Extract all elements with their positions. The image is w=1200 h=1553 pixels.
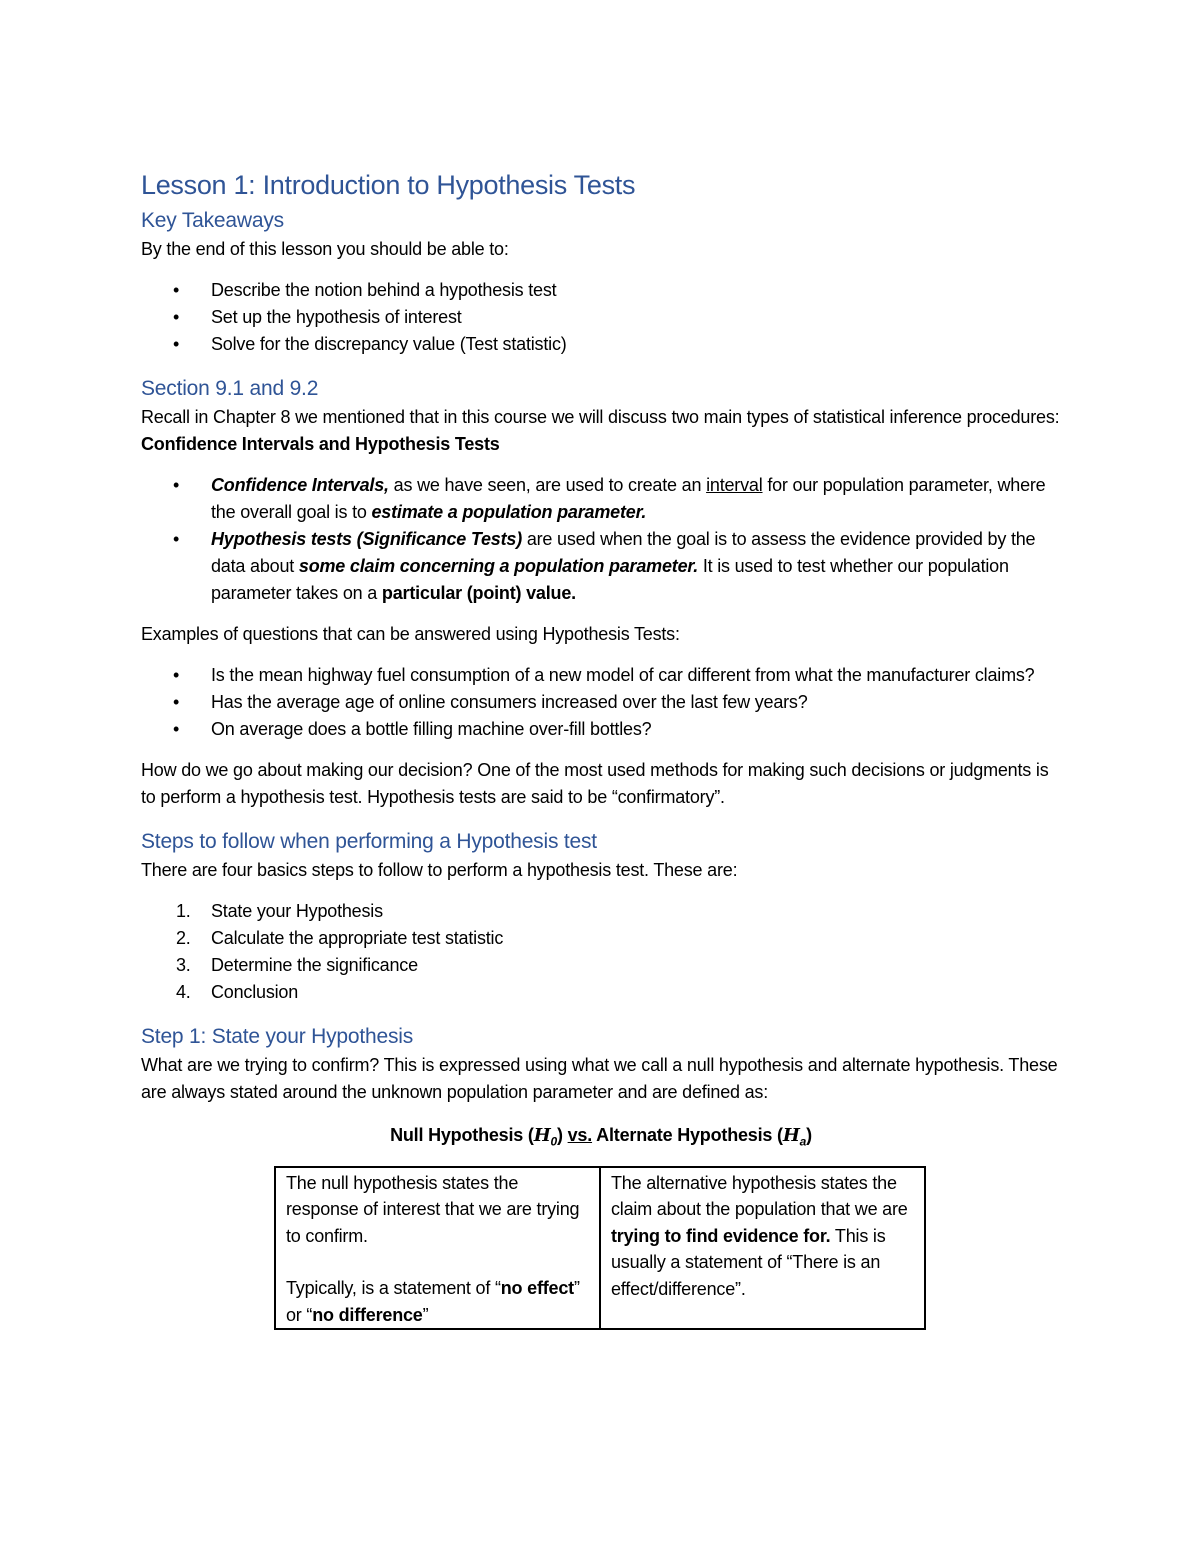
list-item: 1. State your Hypothesis — [176, 901, 383, 921]
examples-list — [141, 662, 1061, 743]
bullet-icon: • — [173, 475, 180, 495]
key-takeaways-intro: By the end of this lesson you should be able to: — [141, 239, 509, 259]
hypothesis-caption: Null Hypothesis $(H_0)$ vs. Alternate Hypothesis $(H_a)$ — [390, 1125, 812, 1149]
step1-heading: Step 1: State your Hypothesis — [141, 1025, 414, 1048]
bullet-icon: • — [173, 719, 180, 739]
list-item: 2. Calculate the appropriate test statistic — [176, 928, 504, 948]
key-takeaways-list — [141, 277, 1061, 358]
inference-procedures-list — [141, 472, 1061, 607]
bullet-icon: • — [173, 280, 180, 300]
step1-paragraph: What are we trying to confirm? This is expressed using what we call a null hypothesis and alternate hypothesis. These are always stated around the unknown population parameter and are defined as: — [141, 1055, 1058, 1102]
list-item: • Is the mean highway fuel consumption of a new model of car different from what the manufacturer claims? — [141, 662, 1061, 689]
section-intro-paragraph: Recall in Chapter 8 we mentioned that in this course we will discuss two main types of statistical inference procedures: Confidence Intervals and Hypothesis Tests — [141, 407, 1060, 454]
list-item: • On average does a bottle filling machine over-fill bottles? — [141, 716, 1061, 743]
list-item: • Describe the notion behind a hypothesis test — [141, 277, 1061, 304]
bullet-icon: • — [173, 692, 180, 712]
alternate-hypothesis-cell: The alternative hypothesis states the claim about the population that we are trying to find evidence for. This is usually a statement of “There is an effect/difference”. — [600, 1167, 925, 1330]
lesson-title: Lesson 1: Introduction to Hypothesis Tests — [141, 170, 636, 200]
list-item: • Has the average age of online consumers increased over the last few years? — [141, 689, 1061, 716]
steps-heading: Steps to follow when performing a Hypothesis test — [141, 830, 597, 853]
key-takeaways-heading: Key Takeaways — [141, 209, 284, 232]
list-item-confidence-intervals: • Confidence Intervals, as we have seen, are used to create an interval for our population parameter, where the overall goal is to estimate a population parameter. — [141, 472, 1061, 526]
list-item: 4. Conclusion — [176, 982, 299, 1002]
steps-list — [141, 898, 1061, 1006]
list-item: • Solve for the discrepancy value (Test statistic) — [141, 331, 1061, 358]
examples-intro: Examples of questions that can be answered using Hypothesis Tests: — [141, 624, 680, 644]
bullet-icon: • — [173, 307, 180, 327]
null-hypothesis-cell: The null hypothesis states the response of interest that we are trying to confirm. Typically, is a statement of “no effect” or “no difference” — [275, 1167, 600, 1330]
list-item-hypothesis-tests: • Hypothesis tests (Significance Tests) are used when the goal is to assess the evidence provided by the data about some claim concerning a population parameter. It is used to test whether our population parameter takes on a particular (point) value. — [141, 526, 1061, 607]
list-item: • Set up the hypothesis of interest — [141, 304, 1061, 331]
steps-intro: There are four basics steps to follow to perform a hypothesis test. These are: — [141, 860, 738, 880]
hypothesis-table — [274, 1166, 926, 1331]
bullet-icon: • — [173, 334, 180, 354]
decision-paragraph: How do we go about making our decision? One of the most used methods for making such decisions or judgments is to perform a hypothesis test. Hypothesis tests are said to be “confirmatory”. — [141, 760, 1049, 807]
section-heading: Section 9.1 and 9.2 — [141, 377, 319, 400]
bullet-icon: • — [173, 665, 180, 685]
table-row — [275, 1167, 925, 1330]
bullet-icon: • — [173, 529, 180, 549]
document-page — [141, 166, 1061, 1330]
list-item: 3. Determine the significance — [176, 955, 418, 975]
